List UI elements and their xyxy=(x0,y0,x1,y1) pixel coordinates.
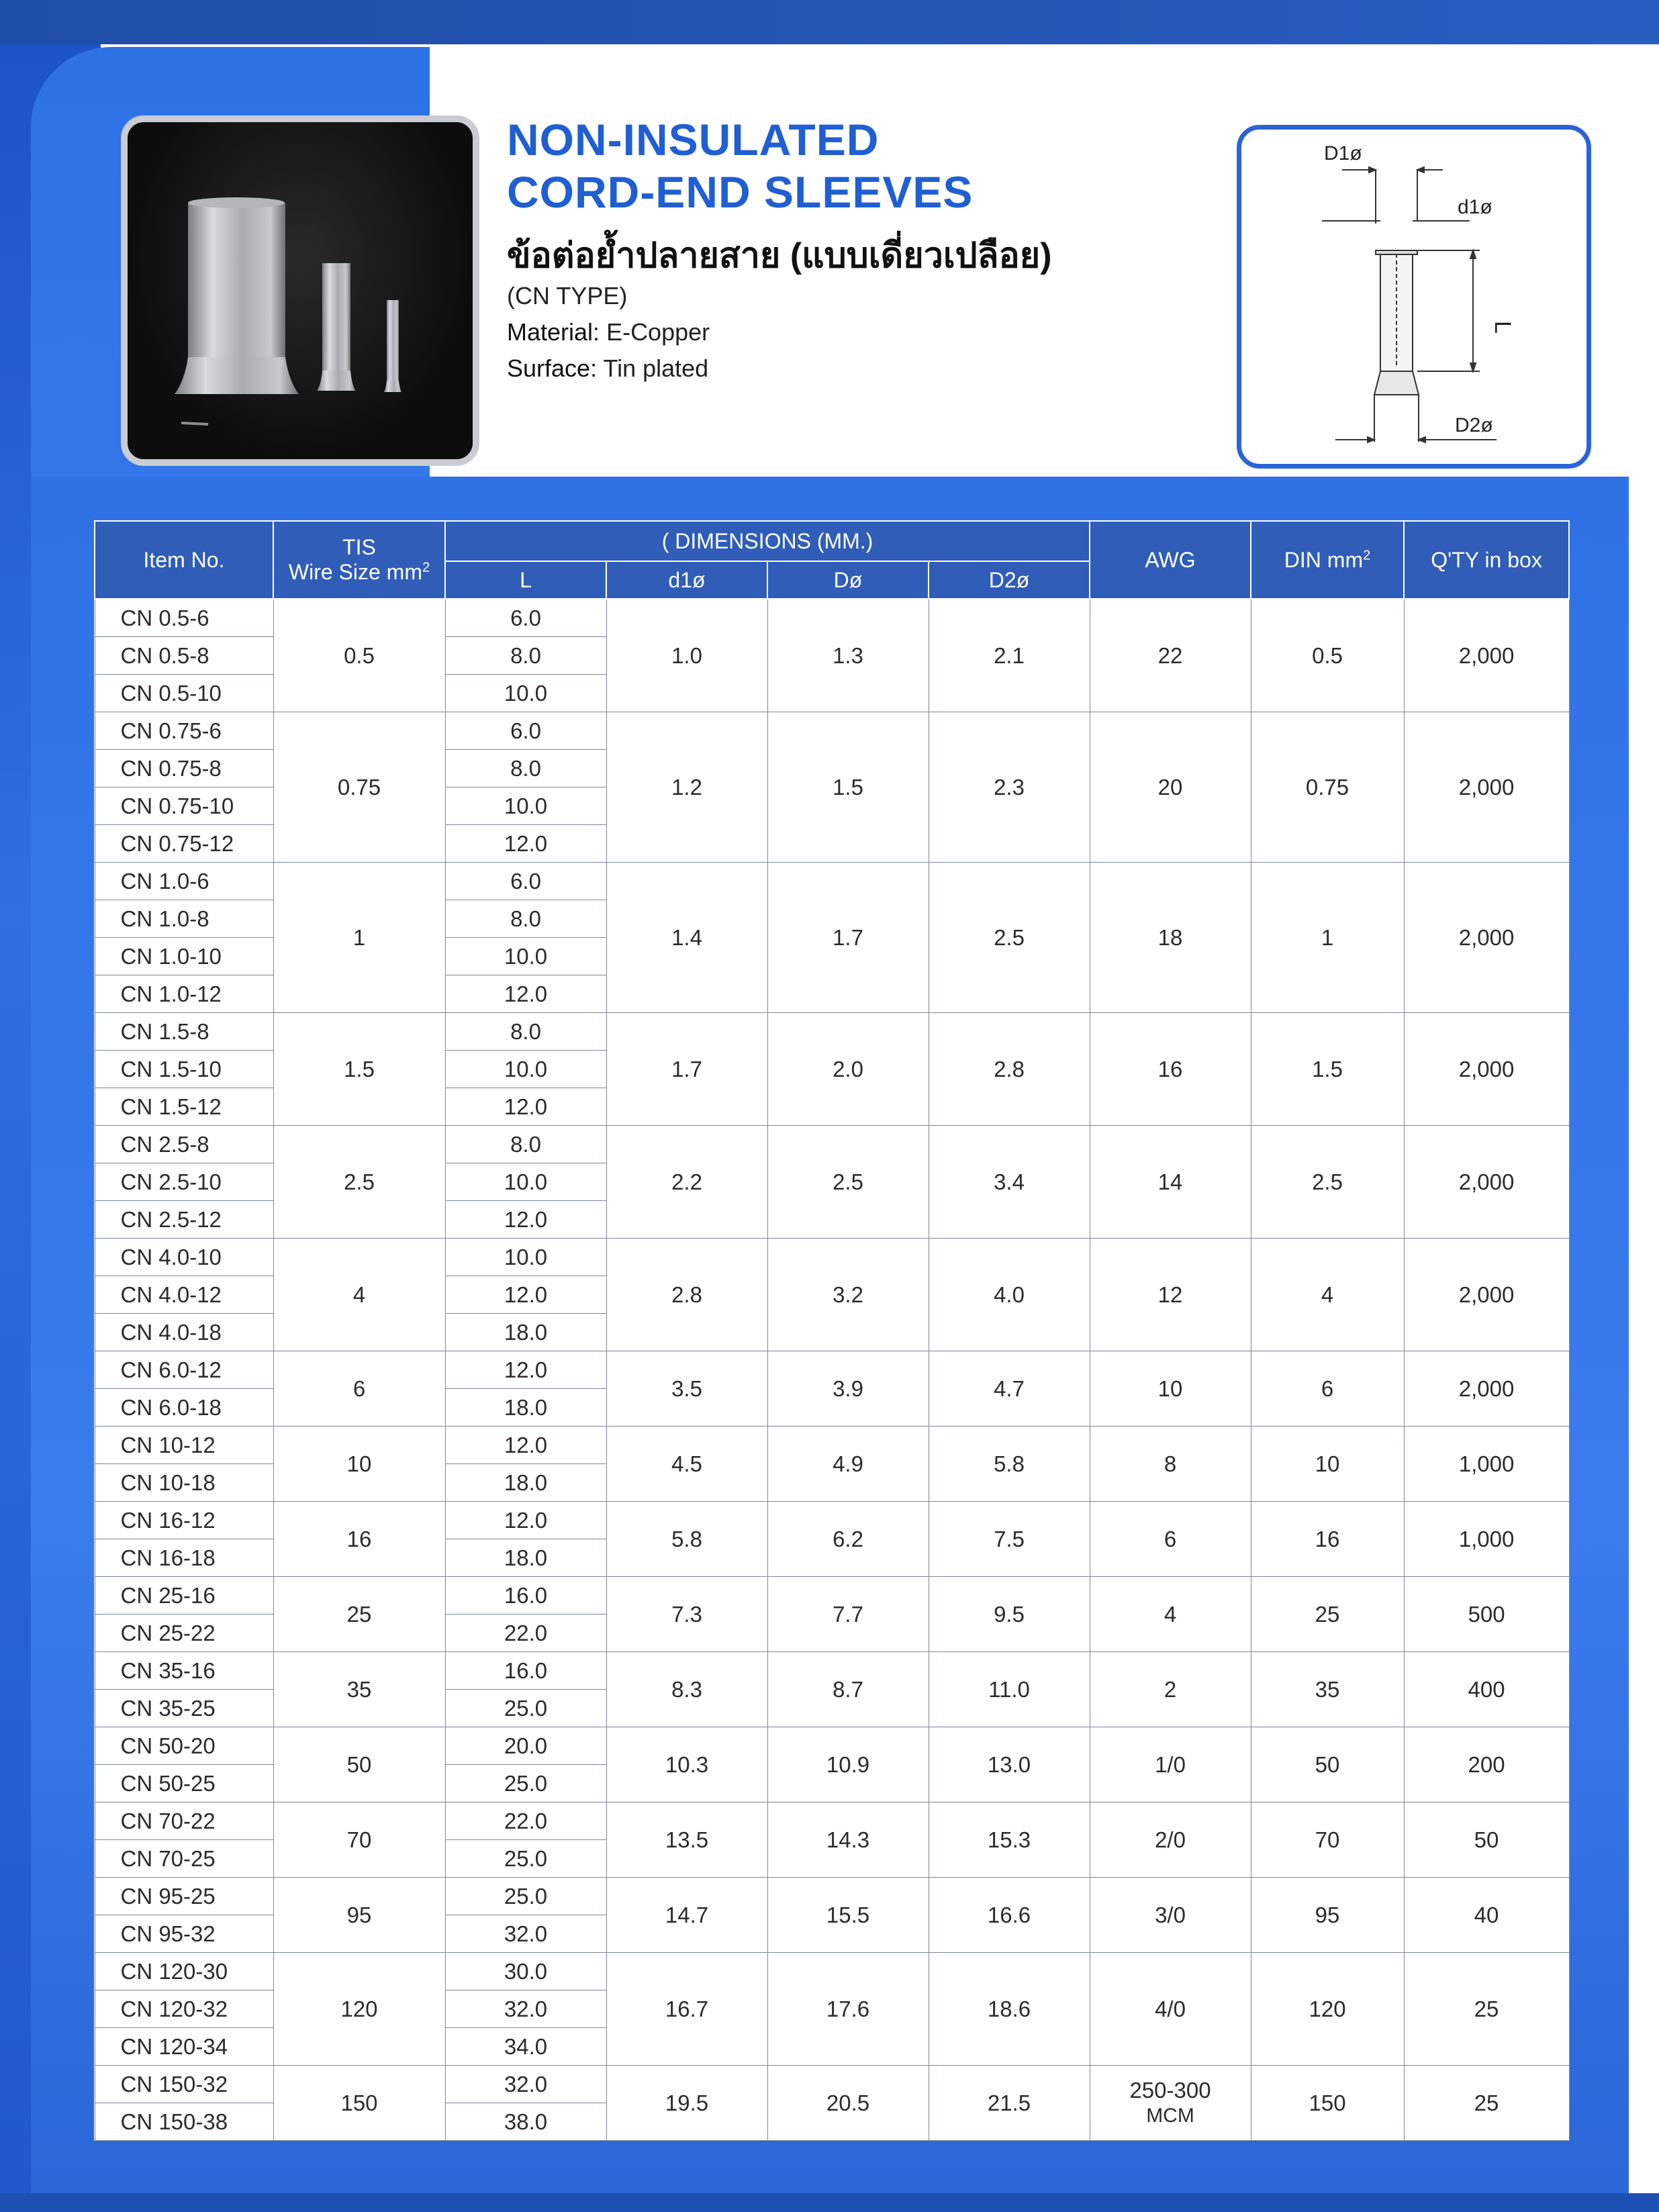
length-cell: 12.0 xyxy=(445,1502,606,1539)
din-cell: 2.5 xyxy=(1251,1126,1404,1239)
item-no-cell: CN 150-38 xyxy=(95,2103,273,2141)
D2-cell: 4.7 xyxy=(929,1351,1090,1427)
tis-wire-size-cell: 0.5 xyxy=(273,599,445,712)
spec-table xyxy=(94,520,1570,2141)
header-L: L xyxy=(445,561,606,599)
awg-cell: 3/0 xyxy=(1090,1878,1251,1953)
item-no-cell: CN 35-16 xyxy=(95,1652,273,1690)
qty-in-box-cell: 200 xyxy=(1404,1727,1569,1802)
item-no-cell: CN 1.5-8 xyxy=(95,1013,273,1051)
tis-wire-size-cell: 95 xyxy=(273,1878,445,1953)
d1-cell: 1.4 xyxy=(606,863,767,1013)
length-cell: 10.0 xyxy=(445,675,606,712)
qty-in-box-cell: 2,000 xyxy=(1404,1239,1569,1351)
D2-cell: 13.0 xyxy=(929,1727,1090,1802)
qty-in-box-cell: 500 xyxy=(1404,1577,1569,1652)
tis-wire-size-cell: 4 xyxy=(273,1239,445,1351)
sleeves-image xyxy=(128,122,473,459)
D2-cell: 2.1 xyxy=(929,599,1090,712)
qty-in-box-cell: 2,000 xyxy=(1404,1126,1569,1239)
length-cell: 16.0 xyxy=(445,1652,606,1690)
d1-cell: 13.5 xyxy=(606,1802,767,1878)
length-cell: 10.0 xyxy=(445,787,606,825)
awg-cell: 12 xyxy=(1090,1239,1251,1351)
top-band xyxy=(0,0,1659,44)
item-no-cell: CN 25-16 xyxy=(95,1577,273,1615)
label-D1: D1ø xyxy=(1324,142,1362,164)
table-row xyxy=(95,1126,1569,1163)
din-cell: 150 xyxy=(1251,2066,1404,2141)
awg-cell: 18 xyxy=(1090,863,1251,1013)
item-no-cell: CN 10-12 xyxy=(95,1427,273,1464)
din-cell: 4 xyxy=(1251,1239,1404,1351)
length-cell: 6.0 xyxy=(445,712,606,750)
surface-value: Tin plated xyxy=(603,354,709,382)
tis-wire-size-cell: 35 xyxy=(273,1652,445,1727)
D-cell: 8.7 xyxy=(767,1652,929,1727)
tis-wire-size-cell: 1.5 xyxy=(273,1013,445,1126)
awg-cell: 4/0 xyxy=(1090,1953,1251,2066)
item-no-cell: CN 1.0-10 xyxy=(95,938,273,975)
spec-table-container xyxy=(94,520,1568,2141)
length-cell: 8.0 xyxy=(445,900,606,938)
table-row xyxy=(95,1577,1569,1615)
item-no-cell: CN 6.0-12 xyxy=(95,1351,273,1389)
header-tis xyxy=(273,521,445,599)
table-row xyxy=(95,1652,1569,1690)
d1-cell: 5.8 xyxy=(606,1502,767,1577)
label-d1: d1ø xyxy=(1458,196,1492,218)
table-row xyxy=(95,599,1569,637)
item-no-cell: CN 50-20 xyxy=(95,1727,273,1765)
item-no-cell: CN 70-25 xyxy=(95,1840,273,1878)
item-no-cell: CN 16-18 xyxy=(95,1539,273,1577)
din-cell: 0.5 xyxy=(1251,599,1404,712)
header-din: DIN $mm^2$ xyxy=(1251,521,1404,599)
length-cell: 8.0 xyxy=(445,750,606,787)
header-tis-line2: Wire Size $mm^2$ xyxy=(288,560,430,584)
dimension-diagram xyxy=(1237,125,1591,469)
header-d1: d1ø xyxy=(606,561,767,599)
qty-in-box-cell: 2,000 xyxy=(1404,863,1569,1013)
din-cell: 25 xyxy=(1251,1577,1404,1652)
D2-cell: 2.8 xyxy=(929,1013,1090,1126)
d1-cell: 2.8 xyxy=(606,1239,767,1351)
d1-cell: 14.7 xyxy=(606,1878,767,1953)
din-cell: 1 xyxy=(1251,863,1404,1013)
page-title-line1: NON-INSULATED xyxy=(507,115,880,164)
item-no-cell: CN 0.5-6 xyxy=(95,599,273,637)
qty-in-box-cell: 2,000 xyxy=(1404,1013,1569,1126)
din-cell: 16 xyxy=(1251,1502,1404,1577)
tis-wire-size-cell: 25 xyxy=(273,1577,445,1652)
item-no-cell: CN 0.5-8 xyxy=(95,637,273,675)
qty-in-box-cell: 25 xyxy=(1404,1953,1569,2066)
length-cell: 25.0 xyxy=(445,1765,606,1802)
length-cell: 8.0 xyxy=(445,637,606,675)
D-cell: 3.9 xyxy=(767,1351,929,1427)
D2-cell: 18.6 xyxy=(929,1953,1090,2066)
material-label: Material: xyxy=(507,318,600,346)
table-row xyxy=(95,1878,1569,1915)
length-cell: 22.0 xyxy=(445,1802,606,1840)
item-no-cell: CN 95-25 xyxy=(95,1878,273,1915)
surface-spec xyxy=(507,354,708,383)
D2-cell: 2.5 xyxy=(929,863,1090,1013)
item-no-cell: CN 150-32 xyxy=(95,2066,273,2103)
thai-title: ข้อต่อย้ำปลายสาย (แบบเดี่ยวเปลือย) xyxy=(507,236,1052,275)
item-no-cell: CN 120-32 xyxy=(95,1990,273,2028)
table-row xyxy=(95,1351,1569,1389)
awg-cell: 4 xyxy=(1090,1577,1251,1652)
tis-wire-size-cell: 2.5 xyxy=(273,1126,445,1239)
table-row xyxy=(95,712,1569,750)
length-cell: 12.0 xyxy=(445,1351,606,1389)
d1-cell: 2.2 xyxy=(606,1126,767,1239)
item-no-cell: CN 1.0-8 xyxy=(95,900,273,938)
tis-wire-size-cell: 0.75 xyxy=(273,712,445,863)
table-row xyxy=(95,1239,1569,1276)
table-row xyxy=(95,863,1569,900)
D-cell: 15.5 xyxy=(767,1878,929,1953)
length-cell: 10.0 xyxy=(445,938,606,975)
table-row xyxy=(95,1013,1569,1051)
item-no-cell: CN 2.5-8 xyxy=(95,1126,273,1163)
awg-unit: MCM xyxy=(1146,2104,1194,2127)
item-no-cell: CN 0.5-10 xyxy=(95,675,273,712)
length-cell: 10.0 xyxy=(445,1163,606,1201)
material-value: E-Copper xyxy=(606,318,710,346)
D-cell: 1.3 xyxy=(767,599,929,712)
material-spec xyxy=(507,318,710,346)
D-cell: 20.5 xyxy=(767,2066,929,2141)
D-cell: 1.5 xyxy=(767,712,929,863)
din-cell: 0.75 xyxy=(1251,712,1404,863)
length-cell: 32.0 xyxy=(445,2066,606,2103)
length-cell: 18.0 xyxy=(445,1464,606,1502)
qty-in-box-cell: 2,000 xyxy=(1404,1351,1569,1427)
qty-in-box-cell: 1,000 xyxy=(1404,1427,1569,1502)
item-no-cell: CN 0.75-12 xyxy=(95,825,273,863)
length-cell: 34.0 xyxy=(445,2028,606,2066)
awg-cell: 2/0 xyxy=(1090,1802,1251,1878)
D-cell: 14.3 xyxy=(767,1802,929,1878)
din-cell: 10 xyxy=(1251,1427,1404,1502)
tis-wire-size-cell: 10 xyxy=(273,1427,445,1502)
table-row xyxy=(95,2066,1569,2103)
D-cell: 1.7 xyxy=(767,863,929,1013)
length-cell: 32.0 xyxy=(445,1915,606,1953)
qty-in-box-cell: 50 xyxy=(1404,1802,1569,1878)
din-cell: 6 xyxy=(1251,1351,1404,1427)
length-cell: 12.0 xyxy=(445,1201,606,1239)
length-cell: 25.0 xyxy=(445,1840,606,1878)
header-qty: Q'TY in box xyxy=(1404,521,1569,599)
length-cell: 6.0 xyxy=(445,863,606,900)
item-no-cell: CN 4.0-12 xyxy=(95,1276,273,1314)
table-row xyxy=(95,1953,1569,1990)
table-row xyxy=(95,1802,1569,1840)
length-cell: 6.0 xyxy=(445,599,606,637)
bottom-band xyxy=(0,2193,1659,2212)
item-no-cell: CN 120-30 xyxy=(95,1953,273,1990)
din-cell: 120 xyxy=(1251,1953,1404,2066)
length-cell: 12.0 xyxy=(445,1427,606,1464)
product-type: (CN TYPE) xyxy=(507,282,628,309)
qty-in-box-cell: 400 xyxy=(1404,1652,1569,1727)
length-cell: 10.0 xyxy=(445,1051,606,1088)
header-item-no: Item No. xyxy=(95,521,273,599)
qty-in-box-cell: 25 xyxy=(1404,2066,1569,2141)
length-cell: 12.0 xyxy=(445,975,606,1013)
length-cell: 12.0 xyxy=(445,825,606,863)
D2-cell: 5.8 xyxy=(929,1427,1090,1502)
d1-cell: 4.5 xyxy=(606,1427,767,1502)
din-cell: 1.5 xyxy=(1251,1013,1404,1126)
d1-cell: 19.5 xyxy=(606,2066,767,2141)
page-title-line2: CORD-END SLEEVES xyxy=(507,167,974,217)
item-no-cell: CN 1.5-12 xyxy=(95,1088,273,1126)
din-cell: 95 xyxy=(1251,1878,1404,1953)
length-cell: 12.0 xyxy=(445,1276,606,1314)
header-awg: AWG xyxy=(1090,521,1251,599)
length-cell: 38.0 xyxy=(445,2103,606,2141)
header-tis-line1: TIS xyxy=(342,535,376,559)
item-no-cell: CN 35-25 xyxy=(95,1690,273,1727)
item-no-cell: CN 70-22 xyxy=(95,1802,273,1840)
item-no-cell: CN 0.75-6 xyxy=(95,712,273,750)
qty-in-box-cell: 2,000 xyxy=(1404,599,1569,712)
length-cell: 8.0 xyxy=(445,1126,606,1163)
awg-cell: 16 xyxy=(1090,1013,1251,1126)
D2-cell: 7.5 xyxy=(929,1502,1090,1577)
length-cell: 18.0 xyxy=(445,1539,606,1577)
spec-table-body xyxy=(95,599,1569,2141)
D-cell: 4.9 xyxy=(767,1427,929,1502)
D-cell: 2.5 xyxy=(767,1126,929,1239)
sleeve-drawing xyxy=(1241,130,1586,464)
item-no-cell: CN 50-25 xyxy=(95,1765,273,1802)
length-cell: 18.0 xyxy=(445,1389,606,1427)
tis-wire-size-cell: 50 xyxy=(273,1727,445,1802)
D2-cell: 16.6 xyxy=(929,1878,1090,1953)
D-cell: 3.2 xyxy=(767,1239,929,1351)
header-D: Dø xyxy=(767,561,929,599)
item-no-cell: CN 4.0-18 xyxy=(95,1314,273,1351)
awg-cell: 6 xyxy=(1090,1502,1251,1577)
length-cell: 16.0 xyxy=(445,1577,606,1615)
d1-cell: 7.3 xyxy=(606,1577,767,1652)
awg-cell: 10 xyxy=(1090,1351,1251,1427)
tis-wire-size-cell: 16 xyxy=(273,1502,445,1577)
d1-cell: 16.7 xyxy=(606,1953,767,2066)
length-cell: 25.0 xyxy=(445,1690,606,1727)
awg-cell xyxy=(1090,2066,1251,2141)
tis-wire-size-cell: 150 xyxy=(273,2066,445,2141)
length-cell: 25.0 xyxy=(445,1878,606,1915)
D-cell: 2.0 xyxy=(767,1013,929,1126)
awg-cell: 22 xyxy=(1090,599,1251,712)
table-row xyxy=(95,1427,1569,1464)
D2-cell: 15.3 xyxy=(929,1802,1090,1878)
label-L: L xyxy=(1490,321,1515,334)
item-no-cell: CN 10-18 xyxy=(95,1464,273,1502)
din-cell: 35 xyxy=(1251,1652,1404,1727)
D-cell: 10.9 xyxy=(767,1727,929,1802)
item-no-cell: CN 16-12 xyxy=(95,1502,273,1539)
item-no-cell: CN 95-32 xyxy=(95,1915,273,1953)
D2-cell: 11.0 xyxy=(929,1652,1090,1727)
item-no-cell: CN 4.0-10 xyxy=(95,1239,273,1276)
item-no-cell: CN 2.5-12 xyxy=(95,1201,273,1239)
length-cell: 30.0 xyxy=(445,1953,606,1990)
D2-cell: 4.0 xyxy=(929,1239,1090,1351)
tis-wire-size-cell: 120 xyxy=(273,1953,445,2066)
surface-label: Surface: xyxy=(507,354,598,382)
tis-wire-size-cell: 6 xyxy=(273,1351,445,1427)
length-cell: 32.0 xyxy=(445,1990,606,2028)
item-no-cell: CN 1.0-12 xyxy=(95,975,273,1013)
awg-cell: 20 xyxy=(1090,712,1251,863)
tis-wire-size-cell: 70 xyxy=(273,1802,445,1878)
awg-cell: 14 xyxy=(1090,1126,1251,1239)
qty-in-box-cell: 1,000 xyxy=(1404,1502,1569,1577)
tis-wire-size-cell: 1 xyxy=(273,863,445,1013)
din-cell: 70 xyxy=(1251,1802,1404,1878)
d1-cell: 1.2 xyxy=(606,712,767,863)
item-no-cell: CN 2.5-10 xyxy=(95,1163,273,1201)
D2-cell: 2.3 xyxy=(929,712,1090,863)
length-cell: 22.0 xyxy=(445,1615,606,1652)
awg-cell: 2 xyxy=(1090,1652,1251,1727)
D-cell: 6.2 xyxy=(767,1502,929,1577)
length-cell: 20.0 xyxy=(445,1727,606,1765)
qty-in-box-cell: 40 xyxy=(1404,1878,1569,1953)
length-cell: 18.0 xyxy=(445,1314,606,1351)
awg-cell: 8 xyxy=(1090,1427,1251,1502)
header-D2: D2ø xyxy=(929,561,1090,599)
product-photo xyxy=(121,115,479,466)
item-no-cell: CN 120-34 xyxy=(95,2028,273,2066)
d1-cell: 1.7 xyxy=(606,1013,767,1126)
item-no-cell: CN 0.75-10 xyxy=(95,787,273,825)
d1-cell: 1.0 xyxy=(606,599,767,712)
length-cell: 10.0 xyxy=(445,1239,606,1276)
item-no-cell: CN 0.75-8 xyxy=(95,750,273,787)
awg-cell: 1/0 xyxy=(1090,1727,1251,1802)
awg-value: 250-300 xyxy=(1129,2077,1211,2103)
D2-cell: 9.5 xyxy=(929,1577,1090,1652)
item-no-cell: CN 1.5-10 xyxy=(95,1051,273,1088)
table-row xyxy=(95,1502,1569,1539)
item-no-cell: CN 25-22 xyxy=(95,1615,273,1652)
length-cell: 12.0 xyxy=(445,1088,606,1126)
qty-in-box-cell: 2,000 xyxy=(1404,712,1569,863)
D2-cell: 3.4 xyxy=(929,1126,1090,1239)
D-cell: 17.6 xyxy=(767,1953,929,2066)
d1-cell: 8.3 xyxy=(606,1652,767,1727)
length-cell: 8.0 xyxy=(445,1013,606,1051)
item-no-cell: CN 6.0-18 xyxy=(95,1389,273,1427)
item-no-cell: CN 1.0-6 xyxy=(95,863,273,900)
label-D2: D2ø xyxy=(1455,414,1493,436)
header-dimensions: ( DIMENSIONS (MM.) xyxy=(445,521,1090,561)
D2-cell: 21.5 xyxy=(929,2066,1090,2141)
d1-cell: 3.5 xyxy=(606,1351,767,1427)
d1-cell: 10.3 xyxy=(606,1727,767,1802)
D-cell: 7.7 xyxy=(767,1577,929,1652)
din-cell: 50 xyxy=(1251,1727,1404,1802)
table-row xyxy=(95,1727,1569,1765)
